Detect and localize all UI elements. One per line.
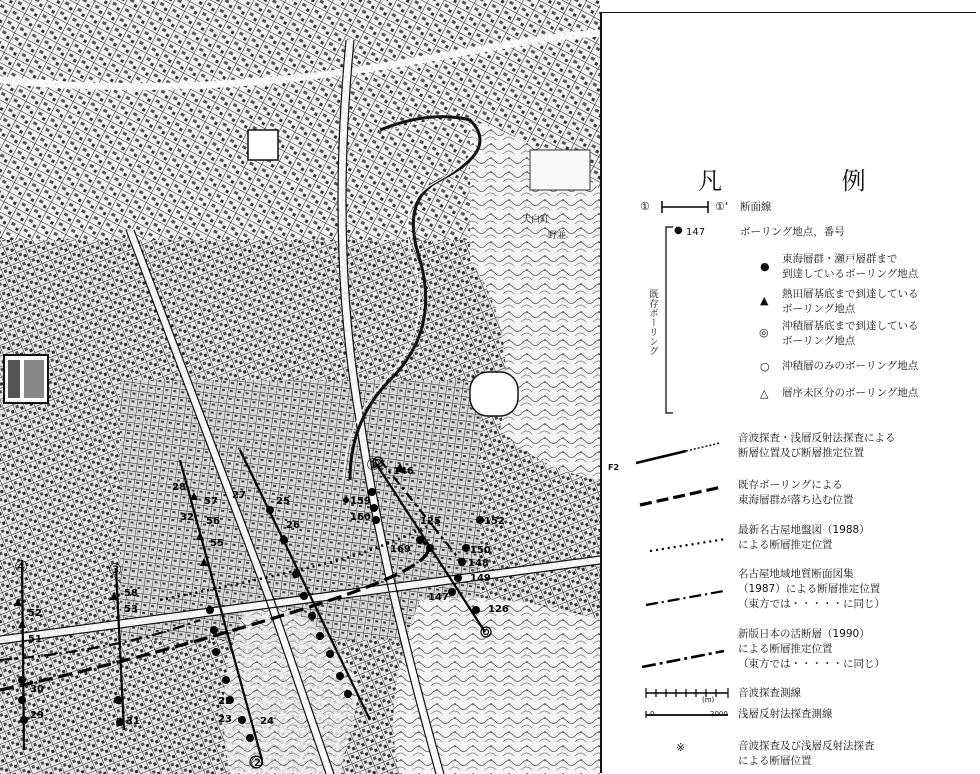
boring-type-label: 東海層群・瀬戸層群まで (782, 253, 898, 265)
map-boring-label: 22 (218, 696, 232, 707)
map-boring-label: 126 (488, 604, 509, 615)
boring-point-icon: ● (674, 225, 683, 236)
section-start-marker: ① (640, 200, 650, 213)
sonic-survey-label: 音波探査測線 (738, 687, 801, 699)
fault-sonic-icon (616, 433, 726, 475)
boring-point-number: 147 (686, 227, 706, 238)
map-section-marker-4: ④ (14, 557, 29, 576)
boring-type-label: 沖積層のみのボーリング地点 (782, 360, 919, 372)
fault-existing-boring-icon (636, 481, 726, 511)
map-boring-label: 152 (484, 516, 505, 527)
map-boring-label: 32 (180, 512, 194, 523)
legend-title: 凡 例 (698, 167, 922, 195)
filled-triangle-icon: ▲ (760, 294, 769, 307)
boring-type-label: ボーリング地点 (782, 335, 856, 347)
fault-label: 既存ボーリングによる (738, 479, 843, 491)
boring-type-label: 層序未区分のボーリング地点 (782, 387, 919, 399)
boring-type-label: 熱田層基底まで到達している (782, 288, 919, 300)
map-boring-label: 26 (286, 520, 300, 531)
note-label: による断層位置 (738, 755, 812, 767)
map-boring-label: 25 (276, 496, 290, 507)
boring-point-label: ボーリング地点，番号 (740, 226, 845, 238)
boring-type-label: ボーリング地点 (782, 303, 856, 315)
fault-tag: F2 (608, 463, 620, 472)
map-boring-label: 27 (232, 490, 246, 501)
map-boring-label: 149 (470, 573, 491, 584)
fault-nagoya-1987-icon (642, 585, 728, 611)
map-boring-label: 146 (393, 466, 414, 477)
legend-panel (600, 12, 976, 773)
note-label: 音波探査及び浅層反射法探査 (738, 740, 875, 752)
map-boring-label: 160 (350, 512, 371, 523)
map-boring-label: 57 (204, 496, 218, 507)
fault-nagoya-1988-icon (646, 533, 730, 557)
fault-label: 東海層群が落ち込む位置 (738, 494, 854, 506)
existing-boring-bracket (664, 225, 674, 415)
reflection-survey-label: 浅層反射法探査測線 (738, 708, 833, 720)
fault-label: 最新名古屋地盤図（1988） (738, 524, 870, 536)
scale-end: 2000 (710, 710, 728, 718)
map-boring-label: 159 (350, 496, 371, 507)
map-boring-label: 56 (206, 516, 220, 527)
open-circle-icon: ○ (760, 360, 770, 373)
scale-unit: (m) (702, 696, 715, 704)
fault-label: 音波探査・浅層反射法探査による (738, 432, 896, 444)
map-section-marker-2: ② (250, 753, 265, 772)
fault-label: による断層推定位置 (738, 539, 833, 551)
section-end-marker: ①' (715, 200, 728, 213)
boring-type-label: 到達しているボーリング地点 (782, 268, 919, 280)
section-line-icon (658, 199, 712, 215)
fault-label: （東方では・・・・・に同じ） (738, 598, 885, 610)
map-boring-label: 55 (210, 538, 224, 549)
map-boring-label: 23 (218, 714, 232, 725)
map-place-label-nonami: 野並 (548, 231, 567, 241)
fault-label: 名古屋地域地質断面図集 (738, 568, 854, 580)
map-boring-label: 24 (260, 716, 274, 727)
fault-label: 新版日本の活断層（1990） (738, 628, 870, 640)
map-boring-label: 148 (468, 558, 489, 569)
double-circle-icon: ◎ (759, 326, 769, 339)
fault-label: 断層位置及び断層推定位置 (738, 447, 864, 459)
map-boring-label: 169 (390, 544, 411, 555)
section-line-label: 断面線 (740, 201, 772, 213)
open-triangle-icon: △ (760, 387, 769, 400)
map-place-label-tenpaku: 天白町 (522, 215, 550, 225)
map-section-marker-3: ③ (108, 560, 123, 579)
fault-active-1990-icon (638, 645, 728, 673)
map-boring-label: 51 (28, 634, 42, 645)
map-boring-label: 52 (28, 608, 42, 619)
map-boring-label: 147 (428, 592, 449, 603)
fault-label: （1987）による断層推定位置 (738, 583, 881, 595)
map-boring-label: 150 (470, 545, 491, 556)
map-boring-label: 30 (30, 684, 44, 695)
existing-boring-label: 既存ボーリング (647, 289, 658, 356)
filled-circle-icon: ● (760, 260, 770, 273)
map-boring-label: 125 (420, 516, 441, 527)
note-mark: ※ (676, 741, 686, 754)
map-boring-label: 58 (124, 588, 138, 599)
map-boring-label: 28 (172, 482, 186, 493)
map-boring-label: 53 (124, 604, 138, 615)
boring-type-label: 沖積層基底まで到達している (782, 320, 919, 332)
fault-label: （東方では・・・・・に同じ） (738, 658, 885, 670)
map-boring-label: 31 (126, 716, 140, 727)
map-section-marker-1: ① (366, 455, 381, 474)
fault-label: による断層推定位置 (738, 643, 833, 655)
map-boring-label: 29 (30, 710, 44, 721)
scale-start: 0 (650, 710, 655, 718)
